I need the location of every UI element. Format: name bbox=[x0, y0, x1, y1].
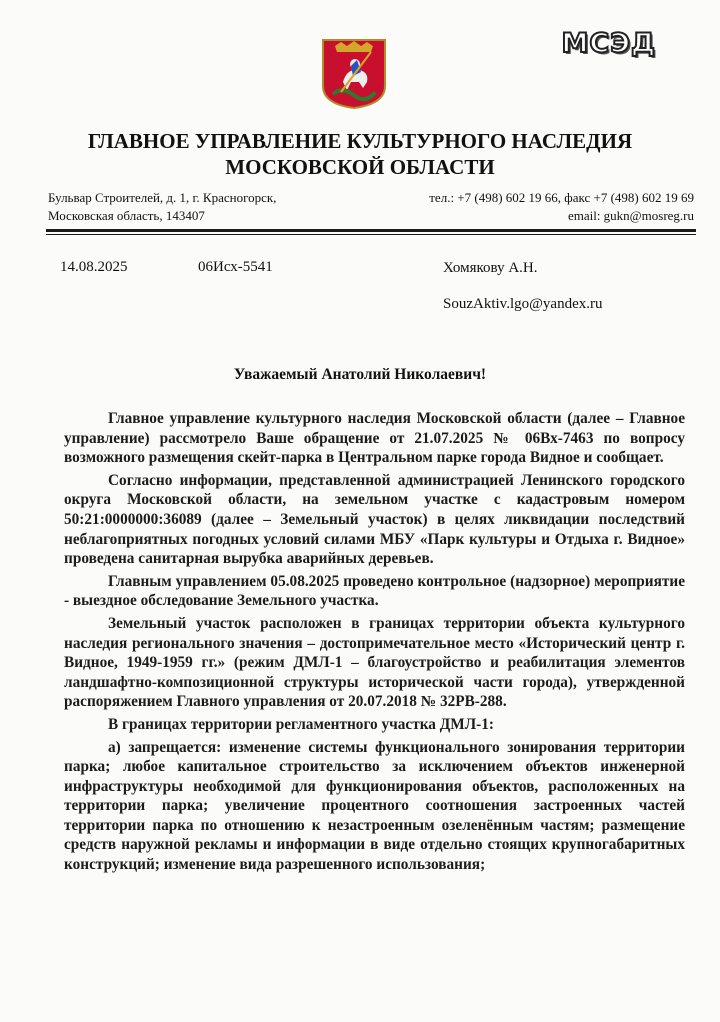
address-block: Бульвар Строителей, д. 1, г. Красногорск, Московская область, 143407 bbox=[48, 190, 277, 223]
header-divider bbox=[46, 229, 696, 232]
msed-stamp: МСЭД bbox=[561, 28, 656, 59]
paragraph: Главным управлением 05.08.2025 проведено контрольное (надзорное) мероприятие - выездное обследование Земельного участка. bbox=[64, 572, 685, 610]
header-divider-thin bbox=[46, 234, 696, 235]
paragraph: Согласно информации, представленной администрацией Ленинского городского округа Московской области, на земельном участке с кадастровым номером 50:21:0000000:36089 (далее – Земельный участок) в целях ликвидации последствий неблагоприятных погодных условий силами МБУ «Парк культуры и Отдыха г. Видное» проведена санитарная вырубка аварийных деревьев. bbox=[64, 471, 685, 568]
org-email: email: gukn@mosreg.ru bbox=[567, 208, 694, 223]
organization-title: ГЛАВНОЕ УПРАВЛЕНИЕ КУЛЬТУРНОГО НАСЛЕДИЯ МОСКОВСКОЙ ОБЛАСТИ bbox=[87, 129, 633, 179]
outgoing-number: 06Исх-5541 bbox=[198, 259, 273, 275]
greeting: Уважаемый Анатолий Николаевич! bbox=[233, 366, 487, 383]
paragraph: Земельный участок расположен в границах территории объекта культурного наследия регионального значения – достопримечательное место «Исторический центр г. Видное, 1949-1959 гг.» (режим ДМЛ-1 – благоустройство и реабилитация элементов ландшафтно-композиционной структуры исторической части города), утвержденной распоряжением Главного управления от 20.07.2018 № 32РВ-288. bbox=[64, 614, 685, 711]
contacts-block bbox=[429, 189, 694, 225]
paragraph: Главное управление культурного наследия Московской области (далее – Главное управление) рассмотрело Ваше обращение от 21.07.2025 № 06Вх-7463 по вопросу возможного размещения скейт-парка в Центральном парке города Видное и сообщает. bbox=[64, 410, 685, 467]
paragraph: а) запрещается: изменение системы функционального зонирования территории парка; любое капитальное строительство за исключением объектов инженерной инфраструктуры необходимой для функционирования объектов, расположенных на территории парка; увеличение процентного соотношения застроенных частей территории парка по отношению к незастроенным озеленённым частям; размещение средств наружной рекламы и информации в виде отдельно стоящих крупногабаритных конструкций; изменение вида разрешенного использования; bbox=[64, 738, 685, 874]
recipient-email: SouzAktiv.lgo@yandex.ru bbox=[443, 296, 603, 312]
letter-body bbox=[64, 409, 685, 878]
paragraph: В границах территории регламентного участка ДМЛ-1: bbox=[108, 715, 494, 733]
letter-date: 14.08.2025 bbox=[60, 259, 128, 275]
moscow-region-coat-of-arms-icon bbox=[321, 38, 387, 110]
recipient-name: Хомякову А.Н. bbox=[443, 260, 538, 276]
phone-fax: тел.: +7 (498) 602 19 66, факс +7 (498) 602 19 69 bbox=[429, 190, 694, 205]
